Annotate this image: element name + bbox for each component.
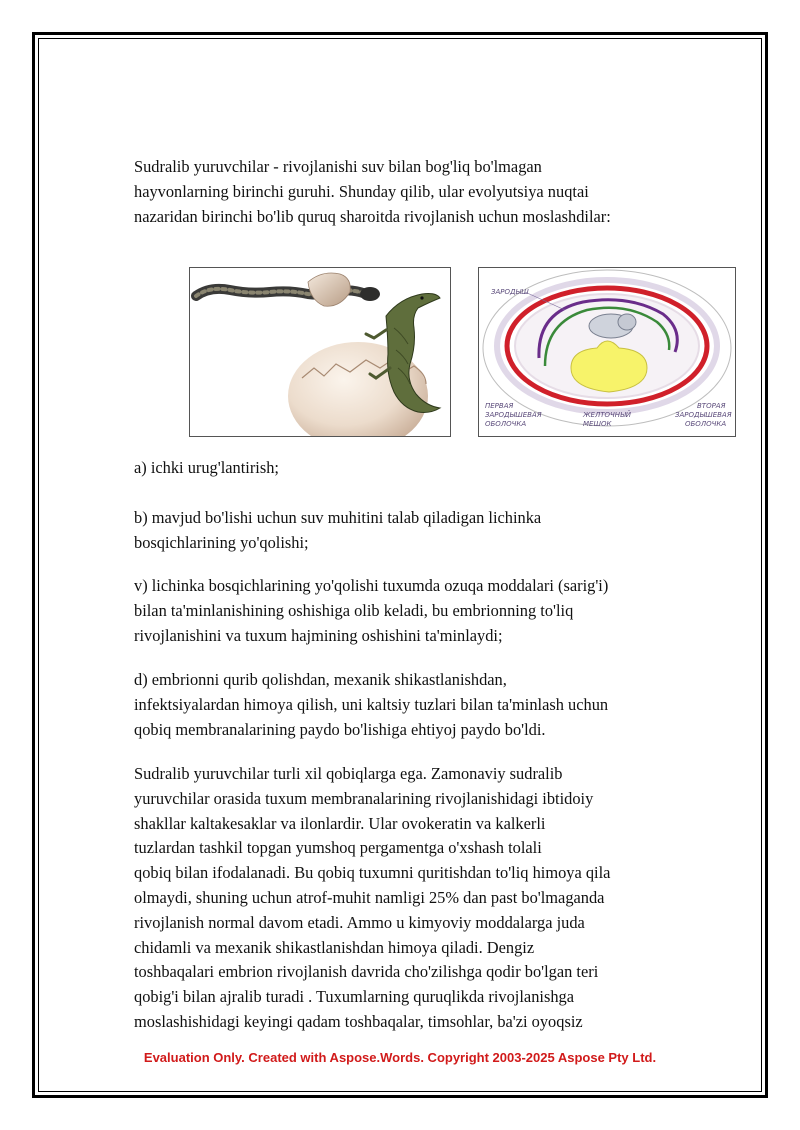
label-second-membrane-1: ВТОРАЯ (697, 402, 726, 410)
list-item-line: qobiq membranalarining paydo bo'lishiga ehtiyoj paydo bo'ldi. (134, 719, 546, 739)
label-first-membrane-3: ОБОЛОЧКА (485, 420, 527, 428)
label-second-membrane-3: ОБОЛОЧКА (685, 420, 727, 428)
hatching-reptiles-image (189, 267, 451, 437)
body-paragraph (134, 762, 704, 1035)
embryo-membranes-diagram (479, 268, 735, 436)
body-line: rivojlanish normal davom etadi. Ammo u kimyoviy moddalarga juda (134, 912, 585, 932)
list-item-line: d) embrionni qurib qolishdan, mexanik shikastlanishdan, (134, 670, 507, 689)
list-item-line: v) lichinka bosqichlarining yo'qolishi tuxumda ozuqa moddalari (sarig'i) (134, 576, 609, 595)
list-item-a (134, 456, 704, 481)
intro-line: hayvonlarning birinchi guruhi. Shunday qilib, ular evolyutsiya nuqtai (134, 181, 589, 201)
body-line: Sudralib yuruvchilar turli xil qobiqlarga ega. Zamonaviy sudralib (134, 764, 563, 783)
label-yolk-sac-1: ЖЕЛТОЧНЫЙ (583, 411, 632, 419)
body-line: moslashishidagi keyingi qadam toshbaqalar, timsohlar, ba'zi oyoqsiz (134, 1011, 583, 1031)
list-item-line: bosqichlarining yo'qolishi; (134, 532, 309, 552)
label-first-membrane-1: ПЕРВАЯ (485, 402, 514, 410)
body-line: tuzlardan tashkil topgan yumshoq pergamentga o'xshash tolali (134, 838, 542, 858)
list-item-d (134, 668, 704, 742)
label-yolk-sac-2: МЕШОК (583, 420, 612, 428)
list-item-line: infektsiyalardan himoya qilish, uni kaltsiy tuzlari bilan ta'minlash uchun (134, 694, 609, 714)
body-line: chidamli va mexanik shikastlanishdan himoya qiladi. Dengiz (134, 937, 535, 957)
body-line: qobig'i bilan ajralib turadi . Tuxumlarning quruqlikda rivojlanishga (134, 987, 574, 1007)
label-first-membrane-2: ЗАРОДЫШЕВАЯ (485, 411, 542, 419)
list-item-line: rivojlanishini va tuxum hajmining oshishini ta'minlaydi; (134, 625, 503, 645)
figures-row (189, 267, 739, 439)
body-line: toshbaqalari embrion rivojlanish davrida cho'zilishga qodir bo'lgan teri (134, 962, 599, 982)
intro-paragraph (134, 155, 694, 229)
body-line: shakllar kaltakesaklar va ilonlardir. Ular ovokeratin va kalkerli (134, 813, 546, 833)
list-item-v (134, 574, 704, 648)
embryo-diagram-image (478, 267, 736, 437)
intro-line: nazaridan birinchi bo'lib quruq sharoitda rivojlanish uchun moslashdilar: (134, 206, 611, 226)
list-item-b (134, 506, 704, 556)
body-line: olmaydi, shuning uchun atrof-muhit namligi 25% dan past bo'lmaganda (134, 887, 605, 907)
label-embryo: ЗАРОДЫШ (491, 288, 529, 296)
hatching-reptiles-illustration (190, 268, 450, 436)
list-item-line: a) ichki urug'lantirish; (134, 458, 279, 477)
evaluation-watermark: Evaluation Only. Created with Aspose.Words. Copyright 2003-2025 Aspose Pty Ltd. (143, 1050, 657, 1065)
label-second-membrane-2: ЗАРОДЫШЕВАЯ (675, 411, 732, 419)
body-line: qobiq bilan ifodalanadi. Bu qobiq tuxumni quritishdan to'liq himoya qila (134, 863, 611, 883)
intro-line: Sudralib yuruvchilar - rivojlanishi suv bilan bog'liq bo'lmagan (134, 157, 542, 176)
list-item-line: bilan ta'minlanishining oshishiga olib keladi, bu embrionning to'liq (134, 600, 574, 620)
list-item-line: b) mavjud bo'lishi uchun suv muhitini talab qiladigan lichinka (134, 508, 542, 527)
body-line: yuruvchilar orasida tuxum membranalarining rivojlanishidagi ibtidoiy (134, 788, 594, 808)
